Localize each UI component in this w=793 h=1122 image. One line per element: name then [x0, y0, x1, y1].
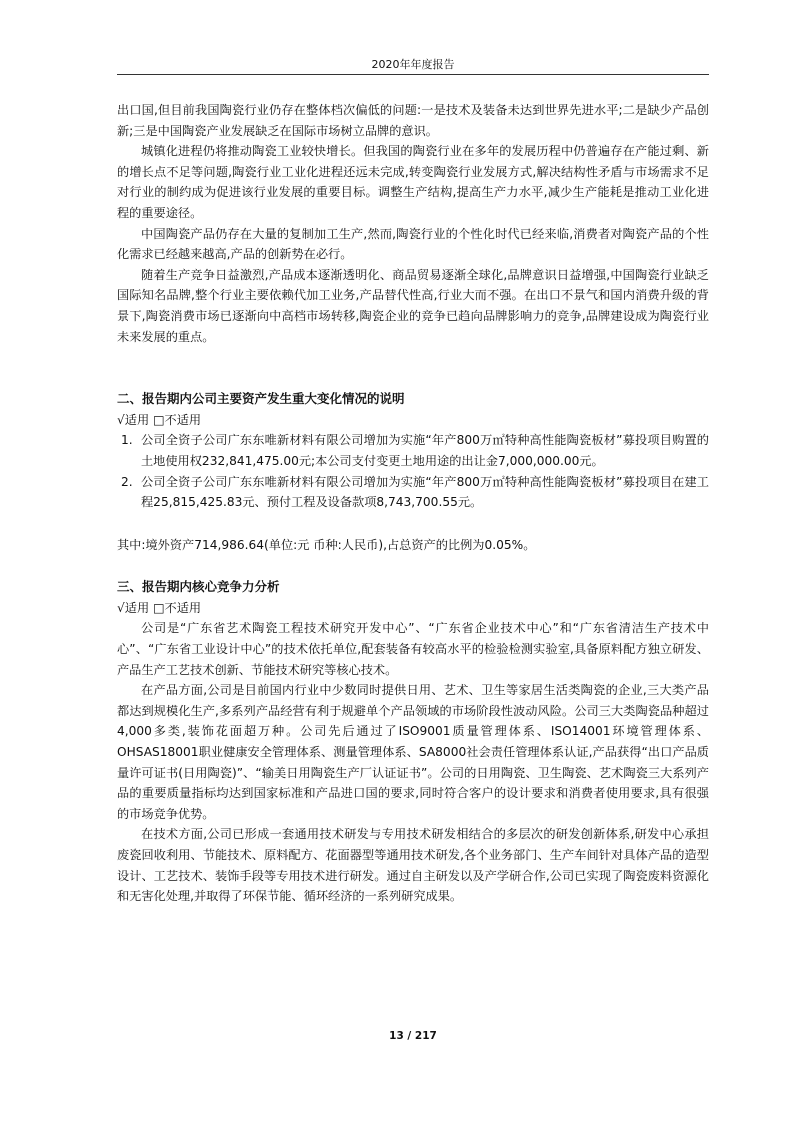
section-3-paragraph-3: 在技术方面,公司已形成一套通用技术研发与专用技术研发相结合的多层次的研发创新体系,研发中心承担废瓷回收利用、节能技术、原料配方、花面器型等通用技术研发,各个业务部门、生产车间针对具体产品的造型设计、工艺技术、装饰手段等专用技术进行研发。通过自主研发以及产学研合作,公司已实现了陶瓷废料资源化和无害化处理,并取得了环保节能、循环经济的一系列研究成果。 — [117, 827, 709, 904]
list-item-number: 2. — [121, 474, 133, 489]
document-body — [117, 100, 709, 907]
list-item-number: 1. — [121, 433, 133, 448]
header-divider — [117, 74, 709, 75]
section-2-applicable: √适用 □不适用 — [117, 412, 202, 427]
list-item-text: 公司全资子公司广东东唯新材料有限公司增加为实施“年产800万㎡特种高性能陶瓷板材”募投项目在建工程25,815,425.83元、预付工程及设备款项8,743,700.55元。 — [141, 474, 709, 510]
list-item — [117, 472, 709, 513]
section-3-paragraph-1: 公司是“广东省艺术陶瓷工程技术研究开发中心”、“广东省企业技术中心”和“广东省清洁生产技术中心”、“广东省工业设计中心”的技术依托单位,配套装备有较高水平的检验检测实验室,具备原料配方独立研发、产品生产工艺技术创新、节能技术研究等核心技术。 — [117, 621, 709, 677]
intro-paragraph-4: 随着生产竞争日益激烈,产品成本逐渐透明化、商品贸易逐渐全球化,品牌意识日益增强,中国陶瓷行业缺乏国际知名品牌,整个行业主要依赖代加工业务,产品替代性高,行业大而不强。在出口不景气和国内消费升级的背景下,陶瓷消费市场已逐渐向中高档市场转移,陶瓷企业的竞争已趋向品牌影响力的竞争,品牌建设成为陶瓷行业未来发展的重点。 — [117, 267, 709, 344]
section-3-heading: 三、报告期内核心竞争力分析 — [117, 579, 280, 595]
intro-paragraph-3: 中国陶瓷产品仍存在大量的复制加工生产,然而,陶瓷行业的个性化时代已经来临,消费者对陶瓷产品的个性化需求已经越来越高,产品的创新势在必行。 — [117, 226, 709, 262]
section-3-applicable: √适用 □不适用 — [117, 600, 202, 615]
page-number: 13 / 217 — [389, 1030, 437, 1042]
intro-paragraph-1: 出口国,但目前我国陶瓷行业仍存在整体档次偏低的问题:一是技术及装备未达到世界先进水平;二是缺少产品创新;三是中国陶瓷产业发展缺乏在国际市场树立品牌的意识。 — [117, 103, 709, 138]
section-3-paragraph-2: 在产品方面,公司是目前国内行业中少数同时提供日用、艺术、卫生等家居生活类陶瓷的企业,三大类产品都达到规模化生产,多系列产品经营有利于规避单个产品领域的市场阶段性波动风险。公司三大类陶瓷品种超过4,000多类,装饰花面超万种。公司先后通过了ISO9001质量管理体系、ISO14001环境管理体系、OHSAS18001职业健康安全管理体系、测量管理体系、SA8000社会责任管理体系认证,产品获得“出口产品质量许可证书(日用陶瓷)”、“输美日用陶瓷生产厂认证证书”。公司的日用陶瓷、卫生陶瓷、艺术陶瓷三大系列产品的重要质量指标均达到国家标准和产品进口国的要求,同时符合客户的设计要求和消费者使用要求,具有很强的市场竞争优势。 — [117, 683, 709, 821]
list-item — [117, 430, 709, 471]
section-2-list — [117, 430, 709, 512]
intro-paragraph-2: 城镇化进程仍将推动陶瓷工业较快增长。但我国的陶瓷行业在多年的发展历程中仍普遍存在产能过剩、新的增长点不足等问题,陶瓷行业工业化进程还远未完成,转变陶瓷行业发展方式,解决结构性矛盾与市场需求不足对行业的制约成为促进该行业发展的重要目标。调整生产结构,提高生产力水平,减少生产能耗是推动工业化进程的重要途径。 — [117, 144, 709, 220]
overseas-assets-note: 其中:境外资产714,986.64(单位:元 币种:人民币),占总资产的比例为0.05%。 — [117, 537, 536, 552]
list-item-text: 公司全资子公司广东东唯新材料有限公司增加为实施“年产800万㎡特种高性能陶瓷板材”募投项目购置的土地使用权232,841,475.00元;本公司支付变更土地用途的出让金7,000,000.00元。 — [141, 433, 709, 468]
page-header: 2020年年度报告 — [371, 58, 455, 71]
section-2-heading: 二、报告期内公司主要资产发生重大变化情况的说明 — [117, 391, 405, 407]
